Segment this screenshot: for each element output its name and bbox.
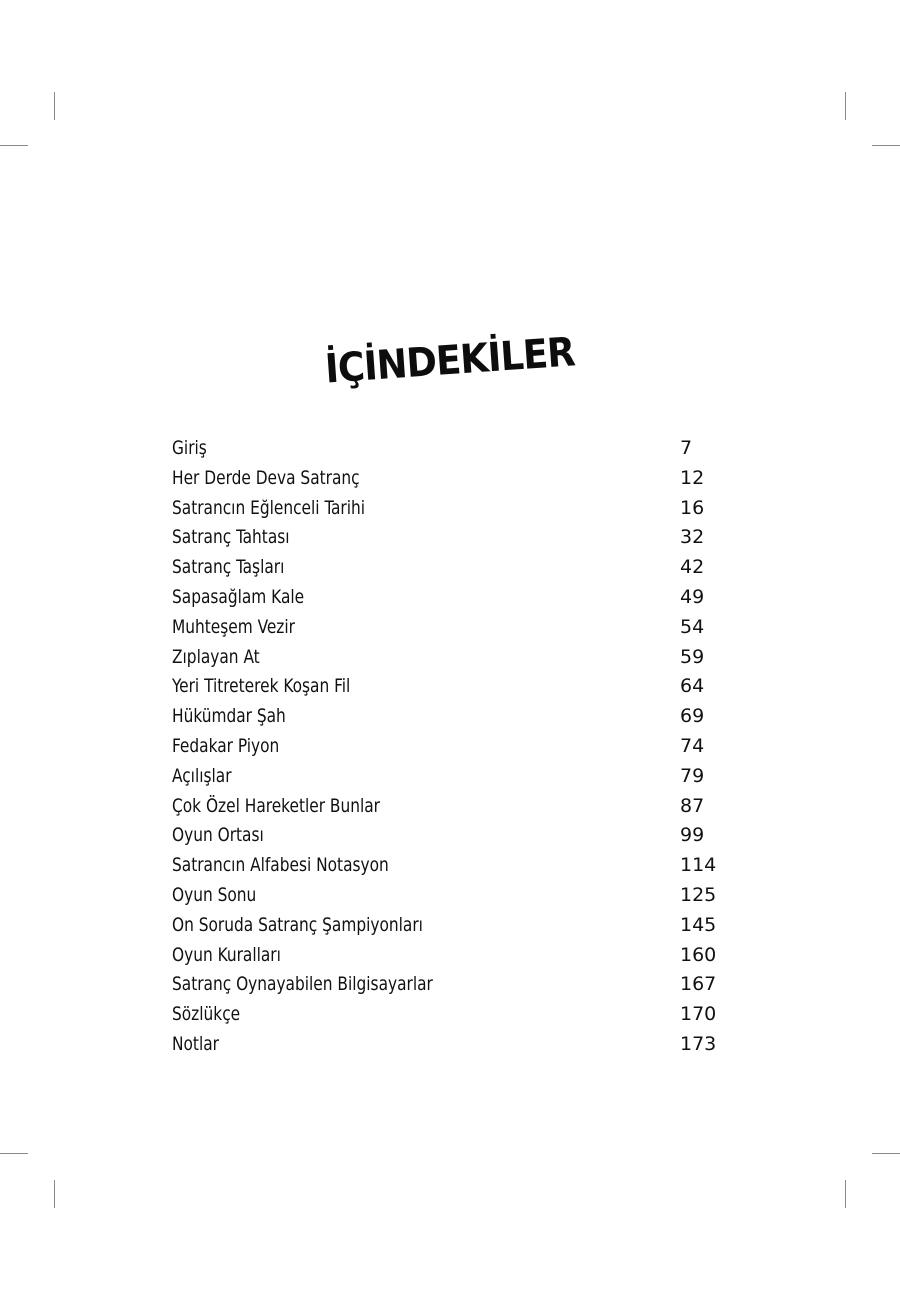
toc-entry-title: Yeri Titreterek Koşan Fil <box>172 675 351 698</box>
toc-entry <box>172 1000 732 1030</box>
page-title <box>0 329 900 393</box>
toc-entry-page-number: 59 <box>680 645 705 668</box>
toc-entry-page-number: 69 <box>680 705 705 728</box>
toc-entry-page-number: 114 <box>680 854 717 877</box>
crop-mark-top-left-horizontal <box>0 145 28 146</box>
toc-entry <box>172 702 732 732</box>
toc-entry-page-number: 64 <box>680 675 705 698</box>
crop-mark-bottom-left-vertical <box>54 1180 55 1208</box>
toc-entry-page-number: 74 <box>680 734 705 757</box>
toc-entry-page-number: 79 <box>680 764 705 787</box>
toc-entry <box>172 732 732 762</box>
toc-entry-title: Satrancın Alfabesi Notasyon <box>172 854 389 877</box>
toc-entry <box>172 821 732 851</box>
toc-entry-title: Satrancın Eğlenceli Tarihi <box>172 496 366 519</box>
toc-entry <box>172 792 732 822</box>
toc-entry-title: Hükümdar Şah <box>172 705 286 728</box>
toc-entry <box>172 583 732 613</box>
toc-entry <box>172 613 732 643</box>
toc-entry <box>172 553 732 583</box>
toc-entry-title: Zıplayan At <box>172 645 260 668</box>
toc-entry-title: Oyun Kuralları <box>172 943 281 966</box>
toc-entry-page-number: 87 <box>680 794 705 817</box>
toc-entry-title: Satranç Oynayabilen Bilgisayarlar <box>172 973 433 996</box>
toc-entry <box>172 762 732 792</box>
toc-entry-page-number: 32 <box>680 526 705 549</box>
toc-entry-page-number: 173 <box>680 1032 717 1055</box>
crop-mark-bottom-right-vertical <box>845 1180 846 1208</box>
toc-entry-title: Giriş <box>172 437 207 459</box>
toc-entry-page-number: 145 <box>680 913 717 936</box>
toc-entry <box>172 494 732 524</box>
toc-entry-title: Muhteşem Vezir <box>172 615 295 638</box>
crop-mark-top-right-horizontal <box>872 145 900 146</box>
toc-entry-title: Açılışlar <box>172 764 232 787</box>
crop-mark-bottom-left-horizontal <box>0 1153 28 1154</box>
crop-mark-top-left-vertical <box>54 92 55 120</box>
toc-entry <box>172 434 732 464</box>
toc-entry-title: Oyun Sonu <box>172 883 257 906</box>
toc-entry-page-number: 16 <box>680 496 705 519</box>
toc-entry <box>172 970 732 1000</box>
toc-entry-page-number: 160 <box>680 943 717 966</box>
toc-entry-page-number: 54 <box>680 615 705 638</box>
toc-entry-page-number: 7 <box>680 437 693 459</box>
toc-entry-page-number: 170 <box>680 1003 717 1026</box>
toc-entry-title: Satranç Tahtası <box>172 526 290 549</box>
toc-entry-page-number: 42 <box>680 556 705 579</box>
toc-entry-page-number: 99 <box>680 824 705 847</box>
toc-entry-title: Oyun Ortası <box>172 824 264 847</box>
toc-entry <box>172 672 732 702</box>
toc-entry <box>172 881 732 911</box>
toc-entry <box>172 911 732 941</box>
crop-mark-bottom-right-horizontal <box>872 1153 900 1154</box>
crop-mark-top-right-vertical <box>845 92 846 120</box>
toc-entry-title: Çok Özel Hareketler Bunlar <box>172 794 380 817</box>
toc-entry <box>172 464 732 494</box>
toc-entry <box>172 523 732 553</box>
table-of-contents <box>172 434 732 1060</box>
toc-entry-page-number: 167 <box>680 973 717 996</box>
toc-entry-page-number: 125 <box>680 883 717 906</box>
toc-entry-title: Notlar <box>172 1032 219 1055</box>
toc-entry <box>172 1030 732 1060</box>
toc-entry-title: Her Derde Deva Satranç <box>172 466 360 489</box>
page-title-text: İÇİNDEKİLER <box>323 329 577 393</box>
toc-entry <box>172 941 732 971</box>
toc-entry <box>172 851 732 881</box>
toc-entry-page-number: 12 <box>680 466 705 489</box>
toc-entry-title: Sözlükçe <box>172 1003 241 1026</box>
toc-entry-title: Fedakar Piyon <box>172 734 280 757</box>
toc-entry-title: On Soruda Satranç Şampiyonları <box>172 913 423 936</box>
toc-entry-page-number: 49 <box>680 585 705 608</box>
toc-entry-title: Sapasağlam Kale <box>172 585 305 608</box>
toc-entry-title: Satranç Taşları <box>172 556 285 579</box>
toc-entry <box>172 643 732 673</box>
